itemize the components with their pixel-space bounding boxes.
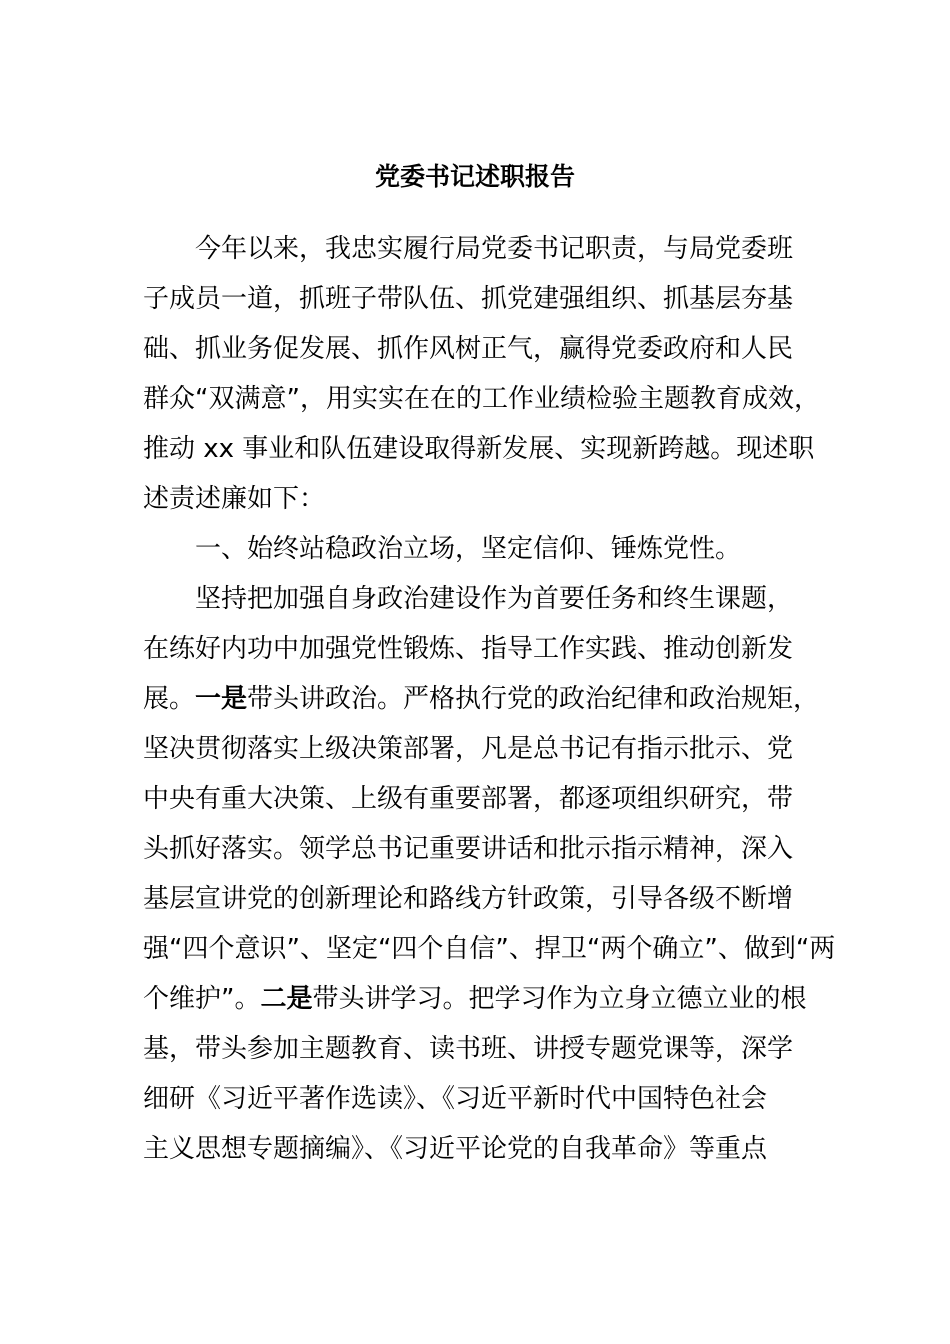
paragraph-line: 坚决贯彻落实上级决策部署，凡是总书记有指示批示、党 bbox=[143, 734, 794, 764]
paragraph-line: 强“四个意识”、坚定“四个自信”、捍卫“两个确立”、做到“两 bbox=[143, 934, 836, 964]
paragraph-line: 基，带头参加主题教育、读书班、讲授专题党课等，深学 bbox=[143, 1034, 794, 1064]
paragraph-line: 坚持把加强自身政治建设作为首要任务和终生课题， bbox=[195, 584, 794, 614]
paragraph-line: 推动 xx 事业和队伍建设取得新发展、实现新跨越。现述职 bbox=[143, 434, 815, 464]
paragraph-line: 在练好内功中加强党性锻炼、指导工作实践、推动创新发 bbox=[143, 634, 794, 664]
paragraph-line: 头抓好落实。领学总书记重要讲话和批示指示精神，深入 bbox=[143, 834, 794, 864]
paragraph-line: 中央有重大决策、上级有重要部署，都逐项组织研究，带 bbox=[143, 784, 794, 814]
document-title: 党委书记述职报告 bbox=[374, 162, 575, 191]
paragraph-line: 展。一是带头讲政治。严格执行党的政治纪律和政治规矩， bbox=[143, 684, 820, 714]
point-marker-1: 一是 bbox=[195, 684, 248, 714]
paragraph-line: 群众“双满意”，用实实在在的工作业绩检验主题教育成效， bbox=[143, 384, 820, 414]
section-heading: 一、始终站稳政治立场，坚定信仰、锤炼党性。 bbox=[195, 534, 742, 564]
paragraph-line: 础、抓业务促发展、抓作风树正气，赢得党委政府和人民 bbox=[143, 334, 794, 364]
paragraph-line: 个维护”。二是带头讲学习。把学习作为立身立德立业的根 bbox=[143, 984, 807, 1014]
paragraph-line: 基层宣讲党的创新理论和路线方针政策，引导各级不断增 bbox=[143, 884, 794, 914]
paragraph-line: 子成员一道，抓班子带队伍、抓党建强组织、抓基层夯基 bbox=[143, 284, 794, 314]
point-marker-2: 二是 bbox=[260, 984, 313, 1014]
paragraph-line: 今年以来，我忠实履行局党委书记职责，与局党委班 bbox=[195, 234, 794, 264]
paragraph-line: 细研《习近平著作选读》、《习近平新时代中国特色社会 bbox=[143, 1084, 768, 1114]
paragraph-line: 主义思想专题摘编》、《习近平论党的自我革命》等重点 bbox=[143, 1134, 768, 1164]
paragraph-line: 述责述廉如下： bbox=[143, 484, 326, 514]
